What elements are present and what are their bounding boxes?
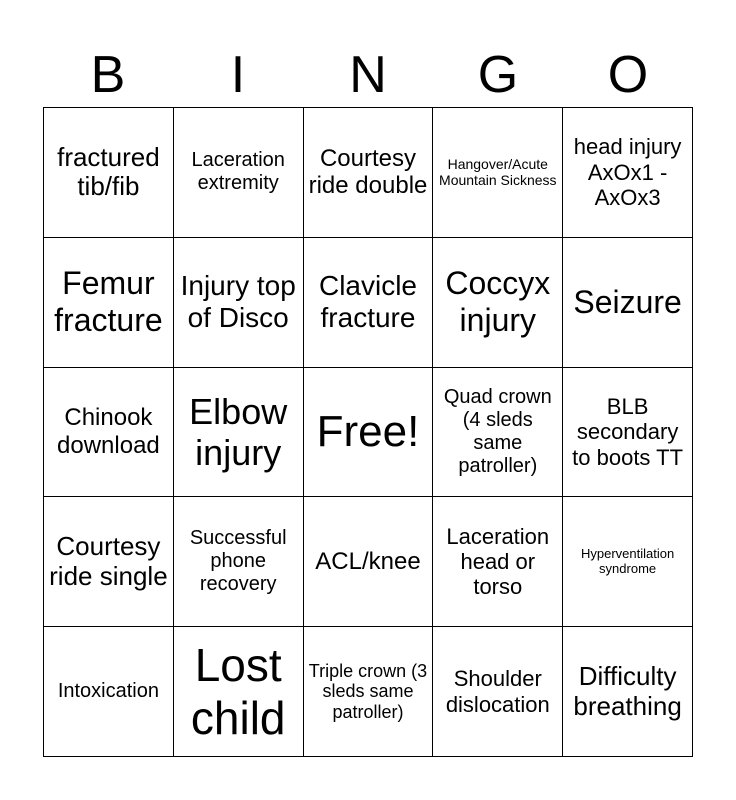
header-letter-o: O	[607, 46, 649, 104]
bingo-cell-r4c4[interactable]	[433, 497, 563, 627]
cell-text: Free!	[316, 406, 420, 456]
cell-text: Triple crown (3 sleds same patroller)	[308, 660, 428, 722]
header-letter-n: N	[349, 46, 387, 104]
bingo-cell-r1c3[interactable]	[304, 108, 434, 238]
cell-text: Coccyx injury	[445, 265, 551, 339]
cell-text: Difficulty breathing	[573, 660, 682, 721]
bingo-header	[43, 44, 693, 106]
cell-text: Chinook download	[57, 404, 160, 459]
bingo-cell-r4c3[interactable]	[304, 497, 434, 627]
cell-text: Clavicle fracture	[318, 270, 417, 334]
cell-text: Shoulder dislocation	[445, 666, 550, 717]
bingo-cell-r2c5[interactable]	[563, 238, 693, 368]
header-letter-g: G	[477, 46, 519, 104]
bingo-cell-r4c1[interactable]	[44, 497, 174, 627]
bingo-cell-r1c5[interactable]	[563, 108, 693, 238]
bingo-cell-r2c4[interactable]	[433, 238, 563, 368]
cell-text: head injury AxOx1 - AxOx3	[573, 134, 682, 211]
bingo-cell-r2c2[interactable]	[174, 238, 304, 368]
bingo-cell-r5c4[interactable]	[433, 627, 563, 757]
cell-text: Quad crown (4 sleds same patroller)	[443, 385, 552, 477]
header-letter-b: B	[90, 46, 126, 104]
bingo-cell-r3c2[interactable]	[174, 368, 304, 498]
cell-text: Courtesy ride double	[308, 144, 428, 200]
cell-text: Courtesy ride single	[49, 530, 168, 591]
bingo-cell-r4c5[interactable]	[563, 497, 693, 627]
header-letter-i: I	[230, 46, 246, 104]
bingo-cell-r3c4[interactable]	[433, 368, 563, 498]
bingo-cell-r2c3[interactable]	[304, 238, 434, 368]
bingo-board	[43, 107, 693, 757]
cell-text: Elbow injury	[189, 390, 288, 473]
bingo-cell-r3c5[interactable]	[563, 368, 693, 498]
bingo-cell-r5c3[interactable]	[304, 627, 434, 757]
cell-text: Intoxication	[57, 680, 159, 703]
bingo-cell-r5c5[interactable]	[563, 627, 693, 757]
bingo-cell-r1c4[interactable]	[433, 108, 563, 238]
cell-text: Femur fracture	[54, 265, 163, 339]
cell-text: Successful phone recovery	[189, 527, 287, 596]
cell-text: Hyperventilation syndrome	[580, 545, 675, 576]
cell-text: Seizure	[573, 283, 682, 320]
cell-text: ACL/knee	[315, 547, 421, 575]
cell-text: Laceration extremity	[191, 149, 285, 195]
bingo-cell-r1c1[interactable]	[44, 108, 174, 238]
bingo-cell-r5c1[interactable]	[44, 627, 174, 757]
cell-text: BLB secondary to boots TT	[572, 394, 684, 470]
bingo-cell-r5c2[interactable]	[174, 627, 304, 757]
cell-text: Laceration head or torso	[446, 523, 550, 600]
bingo-cell-free[interactable]	[304, 368, 434, 498]
cell-text: Hangover/Acute Mountain Sickness	[439, 156, 557, 189]
bingo-cell-r1c2[interactable]	[174, 108, 304, 238]
bingo-cell-r3c1[interactable]	[44, 368, 174, 498]
cell-text: fractured tib/fib	[57, 141, 160, 202]
cell-text: Injury top of Disco	[180, 270, 296, 334]
bingo-cell-r4c2[interactable]	[174, 497, 304, 627]
bingo-cell-r2c1[interactable]	[44, 238, 174, 368]
cell-text: Lost child	[190, 638, 286, 744]
